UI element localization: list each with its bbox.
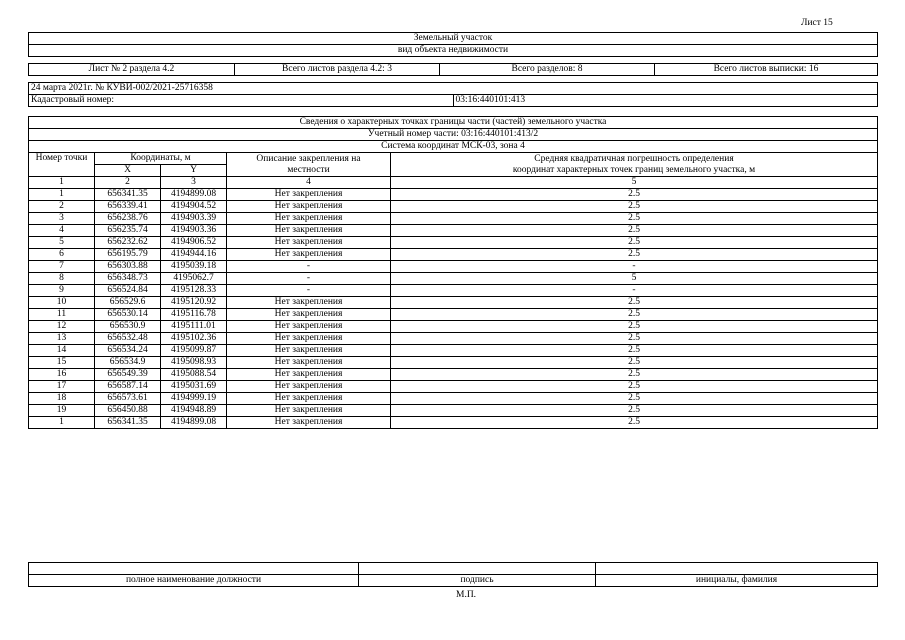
account-number: Учетный номер части: 03:16:440101:413/2: [29, 129, 878, 141]
table-row: [29, 309, 878, 321]
point-number-cell: 19: [29, 405, 95, 417]
y-cell: 4194944.16: [161, 249, 227, 261]
col-header-desc: [227, 153, 391, 177]
table-row: [29, 357, 878, 369]
point-number-cell: 13: [29, 333, 95, 345]
point-number-cell: 3: [29, 213, 95, 225]
col-header-error-line2: координат характерных точек границ земельного участка, м: [512, 164, 756, 175]
col-header-desc-line1: Описание закрепления на: [256, 153, 361, 164]
description-cell: Нет закрепления: [227, 369, 391, 381]
col-header-desc-line2: местности: [287, 164, 330, 175]
x-cell: 656341.35: [95, 189, 161, 201]
error-cell: 2.5: [391, 189, 878, 201]
point-number-cell: 2: [29, 201, 95, 213]
col-header-x: X: [95, 165, 161, 177]
x-cell: 656450.88: [95, 405, 161, 417]
error-cell: 2.5: [391, 393, 878, 405]
col-number: 1: [29, 177, 95, 189]
x-cell: 656587.14: [95, 381, 161, 393]
description-cell: Нет закрепления: [227, 417, 391, 429]
x-cell: 656339.41: [95, 201, 161, 213]
error-cell: 2.5: [391, 213, 878, 225]
y-cell: 4195120.92: [161, 297, 227, 309]
x-cell: 656303.88: [95, 261, 161, 273]
point-number-cell: 7: [29, 261, 95, 273]
col-number: 2: [95, 177, 161, 189]
point-number-cell: 8: [29, 273, 95, 285]
error-cell: 2.5: [391, 201, 878, 213]
table-row: [29, 381, 878, 393]
point-number-cell: 10: [29, 297, 95, 309]
point-number-cell: 16: [29, 369, 95, 381]
y-cell: 4195031.69: [161, 381, 227, 393]
object-title: Земельный участок: [29, 33, 878, 45]
table-row: [29, 405, 878, 417]
y-cell: 4195116.78: [161, 309, 227, 321]
description-cell: Нет закрепления: [227, 213, 391, 225]
col-header-error-line1: Средняя квадратичная погрешность определения: [534, 153, 734, 164]
total-sheets-extract: Всего листов выписки: 16: [655, 64, 878, 76]
error-cell: 2.5: [391, 381, 878, 393]
x-cell: 656235.74: [95, 225, 161, 237]
error-cell: 2.5: [391, 369, 878, 381]
point-number-cell: 6: [29, 249, 95, 261]
point-number-cell: 14: [29, 345, 95, 357]
table-title: Сведения о характерных точках границы части (частей) земельного участка: [29, 117, 878, 129]
object-header-table: [28, 32, 878, 57]
description-cell: Нет закрепления: [227, 321, 391, 333]
y-cell: 4194899.08: [161, 417, 227, 429]
description-cell: Нет закрепления: [227, 225, 391, 237]
table-row: [29, 333, 878, 345]
point-number-cell: 5: [29, 237, 95, 249]
error-cell: -: [391, 261, 878, 273]
y-cell: 4194903.36: [161, 225, 227, 237]
description-cell: Нет закрепления: [227, 249, 391, 261]
description-cell: Нет закрепления: [227, 237, 391, 249]
description-cell: -: [227, 273, 391, 285]
total-sections: Всего разделов: 8: [440, 64, 655, 76]
y-cell: 4195128.33: [161, 285, 227, 297]
point-number-cell: 12: [29, 321, 95, 333]
error-cell: 2.5: [391, 405, 878, 417]
description-cell: -: [227, 261, 391, 273]
signature-label: подпись: [359, 575, 596, 587]
error-cell: -: [391, 285, 878, 297]
y-cell: 4194948.89: [161, 405, 227, 417]
stamp-label: М.П.: [456, 590, 477, 600]
x-cell: 656238.76: [95, 213, 161, 225]
total-sheets-section: Всего листов раздела 4.2: 3: [235, 64, 440, 76]
point-number-cell: 18: [29, 393, 95, 405]
object-subtitle: вид объекта недвижимости: [29, 45, 878, 57]
table-row: [29, 297, 878, 309]
table-row: [29, 249, 878, 261]
error-cell: 2.5: [391, 417, 878, 429]
sheet-number: Лист 15: [801, 18, 833, 28]
table-row: [29, 321, 878, 333]
description-cell: Нет закрепления: [227, 405, 391, 417]
x-cell: 656530.14: [95, 309, 161, 321]
x-cell: 656534.24: [95, 345, 161, 357]
y-cell: 4194999.19: [161, 393, 227, 405]
y-cell: 4195062.7: [161, 273, 227, 285]
description-cell: Нет закрепления: [227, 297, 391, 309]
y-cell: 4195111.01: [161, 321, 227, 333]
sheet-of-section: Лист № 2 раздела 4.2: [29, 64, 235, 76]
point-number-cell: 1: [29, 189, 95, 201]
x-cell: 656530.9: [95, 321, 161, 333]
x-cell: 656549.39: [95, 369, 161, 381]
point-number-cell: 1: [29, 417, 95, 429]
y-cell: 4194903.39: [161, 213, 227, 225]
description-cell: Нет закрепления: [227, 201, 391, 213]
table-row: [29, 369, 878, 381]
point-number-cell: 9: [29, 285, 95, 297]
col-number: 4: [227, 177, 391, 189]
y-cell: 4195088.54: [161, 369, 227, 381]
error-cell: 2.5: [391, 345, 878, 357]
signature-table: [28, 562, 878, 587]
error-cell: 2.5: [391, 321, 878, 333]
x-cell: 656524.84: [95, 285, 161, 297]
sheet-info-table: [28, 63, 878, 76]
coordinate-system: Система координат МСК-03, зона 4: [29, 141, 878, 153]
table-row: [29, 237, 878, 249]
y-cell: 4195099.87: [161, 345, 227, 357]
table-row: [29, 189, 878, 201]
table-row: [29, 201, 878, 213]
error-cell: 2.5: [391, 309, 878, 321]
error-cell: 2.5: [391, 333, 878, 345]
error-cell: 2.5: [391, 225, 878, 237]
y-cell: 4194906.52: [161, 237, 227, 249]
cadastral-value: 03:16:440101:413: [453, 95, 878, 107]
y-cell: 4195039.18: [161, 261, 227, 273]
col-number: 5: [391, 177, 878, 189]
description-cell: Нет закрепления: [227, 393, 391, 405]
cadastral-label: Кадастровый номер:: [29, 95, 454, 107]
x-cell: 656532.48: [95, 333, 161, 345]
point-number-cell: 4: [29, 225, 95, 237]
x-cell: 656341.35: [95, 417, 161, 429]
description-cell: Нет закрепления: [227, 357, 391, 369]
description-cell: -: [227, 285, 391, 297]
description-cell: Нет закрепления: [227, 345, 391, 357]
doc-info-table: [28, 82, 878, 107]
table-row: [29, 273, 878, 285]
error-cell: 2.5: [391, 249, 878, 261]
table-row: [29, 213, 878, 225]
error-cell: 5: [391, 273, 878, 285]
col-header-point: Номер точки: [29, 153, 95, 177]
x-cell: 656232.62: [95, 237, 161, 249]
table-row: [29, 345, 878, 357]
point-number-cell: 15: [29, 357, 95, 369]
y-cell: 4195102.36: [161, 333, 227, 345]
error-cell: 2.5: [391, 297, 878, 309]
x-cell: 656529.6: [95, 297, 161, 309]
point-number-cell: 11: [29, 309, 95, 321]
x-cell: 656195.79: [95, 249, 161, 261]
name-label: инициалы, фамилия: [596, 575, 878, 587]
y-cell: 4194899.08: [161, 189, 227, 201]
x-cell: 656534.9: [95, 357, 161, 369]
y-cell: 4194904.52: [161, 201, 227, 213]
description-cell: Нет закрепления: [227, 381, 391, 393]
error-cell: 2.5: [391, 357, 878, 369]
table-row: [29, 393, 878, 405]
table-row: [29, 285, 878, 297]
description-cell: Нет закрепления: [227, 333, 391, 345]
table-row: [29, 417, 878, 429]
points-body: [29, 189, 878, 429]
col-number: 3: [161, 177, 227, 189]
x-cell: 656573.61: [95, 393, 161, 405]
col-header-coords: Координаты, м: [95, 153, 227, 165]
col-header-error: [391, 153, 878, 177]
table-row: [29, 225, 878, 237]
description-cell: Нет закрепления: [227, 189, 391, 201]
boundary-points-table: [28, 116, 878, 429]
date-number: 24 марта 2021г. № КУВИ-002/2021-25716358: [29, 83, 878, 95]
error-cell: 2.5: [391, 237, 878, 249]
x-cell: 656348.73: [95, 273, 161, 285]
point-number-cell: 17: [29, 381, 95, 393]
y-cell: 4195098.93: [161, 357, 227, 369]
col-header-y: Y: [161, 165, 227, 177]
description-cell: Нет закрепления: [227, 309, 391, 321]
position-label: полное наименование должности: [29, 575, 359, 587]
table-row: [29, 261, 878, 273]
